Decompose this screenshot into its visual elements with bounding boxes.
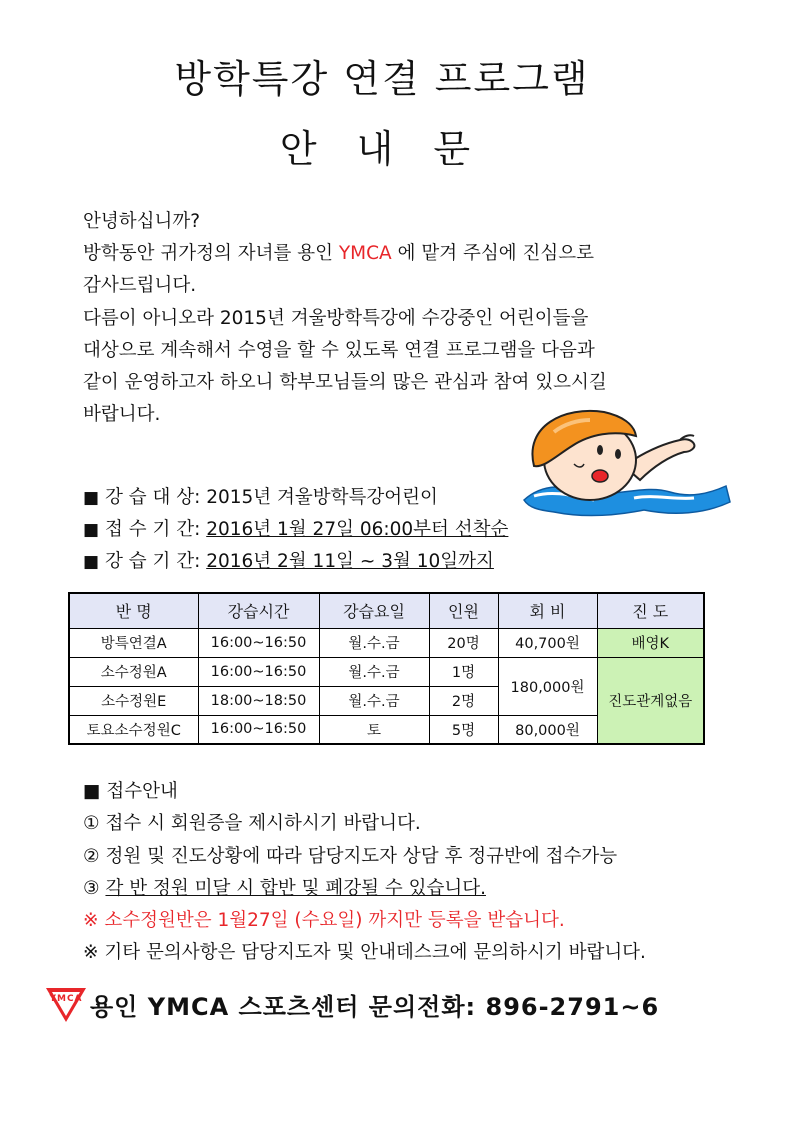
table-cell: 토요소수정원C: [69, 715, 198, 744]
table-header-row: [69, 593, 704, 628]
info-reception: ■ 접 수 기 간: 2016년 1월 27일 06:00부터 선착순: [83, 519, 509, 540]
table-cell: 16:00~16:50: [198, 657, 319, 686]
table-header-cell: 진 도: [597, 593, 704, 628]
reception-notice: [83, 776, 646, 970]
page-title: 방학특강 연결 프로그램: [174, 57, 590, 101]
schedule-table: [68, 592, 705, 745]
table-cell: 소수정원E: [69, 686, 198, 715]
notice-item: ③ 각 반 정원 미달 시 합반 및 폐강될 수 있습니다.: [83, 877, 486, 899]
table-cell: 토: [319, 715, 429, 744]
table-cell: 배영K: [597, 628, 704, 657]
table-header-cell: 인원: [429, 593, 498, 628]
footer-contact: [44, 984, 659, 1024]
intro-line: 바랍니다.: [83, 404, 161, 426]
intro-line: 대상으로 계속해서 수영을 할 수 있도록 연결 프로그램을 다음과: [83, 339, 595, 361]
notice-item: ① 접수 시 회원증을 제시하시기 바랍니다.: [83, 813, 421, 835]
intro-line: 감사드립니다.: [83, 275, 197, 297]
table-cell: 40,700원: [498, 628, 597, 657]
intro-line: 같이 운영하고자 하오니 학부모님들의 많은 관심과 참여 있으시길: [83, 372, 607, 394]
table-row: [69, 628, 704, 657]
svg-text:YMCA: YMCA: [49, 994, 83, 1004]
table-cell: 월.수.금: [319, 657, 429, 686]
table-cell-merged-level: 진도관계없음: [597, 657, 704, 744]
water-splash-icon: [524, 486, 730, 516]
intro-line: 방학동안 귀가정의 자녀를 용인 YMCA 에 맡겨 주심에 진심으로: [83, 243, 594, 265]
notice-heading: ■ 접수안내: [83, 781, 178, 802]
table-header-cell: 강습시간: [198, 593, 319, 628]
table-cell: 16:00~16:50: [198, 715, 319, 744]
info-target: ■ 강 습 대 상: 2015년 겨울방학특강어린이: [83, 487, 438, 508]
table-header-cell: 강습요일: [319, 593, 429, 628]
table-cell: 월.수.금: [319, 686, 429, 715]
table-cell: 16:00~16:50: [198, 628, 319, 657]
table-cell: 1명: [429, 657, 498, 686]
course-info: [83, 482, 508, 578]
notice-note: ※ 기타 문의사항은 담당지도자 및 안내데스크에 문의하시기 바랍니다.: [83, 942, 646, 964]
swimmer-illustration: [494, 396, 734, 520]
page-subtitle: 안 내 문: [279, 127, 485, 171]
table-header-cell: 반 명: [69, 593, 198, 628]
notice-warning: ※ 소수정원반은 1월27일 (수요일) 까지만 등록을 받습니다.: [83, 910, 565, 932]
table-cell: 18:00~18:50: [198, 686, 319, 715]
table-cell: 방특연결A: [69, 628, 198, 657]
ymca-highlight: YMCA: [338, 243, 392, 265]
table-header-cell: 회 비: [498, 593, 597, 628]
info-period: ■ 강 습 기 간: 2016년 2월 11일 ~ 3월 10일까지: [83, 551, 494, 572]
table-cell: 2명: [429, 686, 498, 715]
intro-line: 안녕하십니까?: [83, 211, 201, 232]
contact-text: 용인 YMCA 스포츠센터 문의전화: 896-2791~6: [90, 992, 660, 1021]
table-cell: 20명: [429, 628, 498, 657]
intro-line: 다름이 아니오라 2015년 겨울방학특강에 수강중인 어린이들을: [83, 307, 589, 329]
table-cell: 월.수.금: [319, 628, 429, 657]
table-cell: 80,000원: [498, 715, 597, 744]
table-cell-merged-fee: 180,000원: [498, 657, 597, 715]
ymca-logo-icon: [44, 984, 88, 1024]
notice-item: ② 정원 및 진도상황에 따라 담당지도자 상담 후 정규반에 접수가능: [83, 845, 618, 867]
table-row: [69, 657, 704, 686]
table-cell: 소수정원A: [69, 657, 198, 686]
table-cell: 5명: [429, 715, 498, 744]
